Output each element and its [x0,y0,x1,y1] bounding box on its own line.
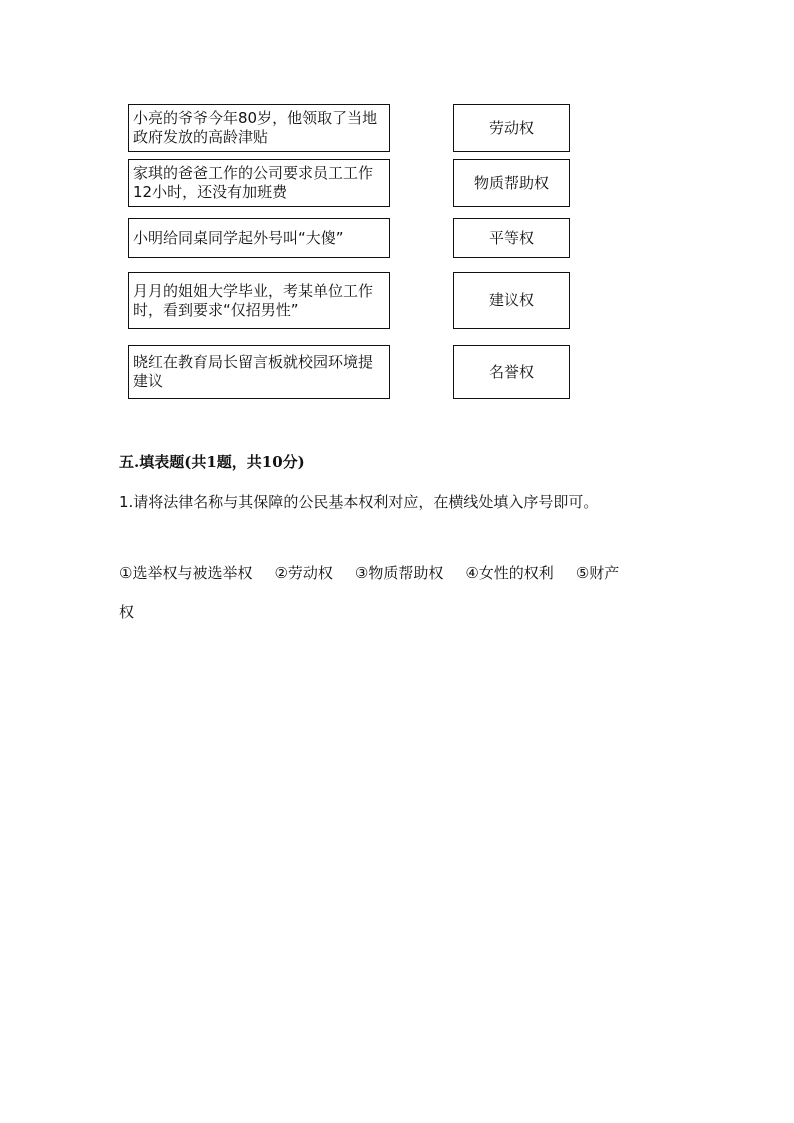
match-right-item-4 [453,272,570,329]
option-4: ④女性的权利 [465,564,554,582]
match-left-text-3: 小明给同桌同学起外号叫“大傻” [133,228,344,247]
match-left-text-4: 月月的姐姐大学毕业，考某单位工作时，看到要求“仅招男性” [133,281,374,319]
options-list [119,546,664,601]
match-left-item-5 [128,345,390,399]
match-right-text-1: 劳动权 [488,118,534,137]
match-left-text-1: 小亮的爷爷今年80岁，他领取了当地政府发放的高龄津贴 [133,109,378,146]
match-left-item-4 [128,272,390,329]
match-left-item-2 [128,159,390,207]
match-right-text-3: 平等权 [488,228,534,247]
match-right-text-5: 名誉权 [488,362,534,381]
option-2: ②劳动权 [274,564,333,582]
match-left-text-5: 晓红在教育局长留言板就校园环境提建议 [133,353,374,390]
match-left-text-2: 家琪的爸爸工作的公司要求员工工作12小时，还没有加班费 [133,164,374,201]
option-3: ③物质帮助权 [354,564,444,582]
match-right-item-2 [453,159,570,207]
match-left-item-1 [128,104,390,152]
match-left-item-3 [128,218,390,258]
match-right-text-4: 建议权 [488,291,534,309]
match-right-text-2: 物质帮助权 [473,173,549,192]
match-right-item-5 [453,345,570,399]
option-1: ①选举权与被选举权 [119,564,253,582]
option-5: ⑤财产 [575,564,620,582]
option-5-continuation: 权 [119,603,135,621]
match-right-item-3 [453,218,570,258]
question-text: 1.请将法律名称与其保障的公民基本权利对应，在横线处填入序号即可。 [119,493,599,511]
match-right-item-1 [453,104,570,152]
section-title: 五.填表题(共1题，共10分) [119,453,305,471]
